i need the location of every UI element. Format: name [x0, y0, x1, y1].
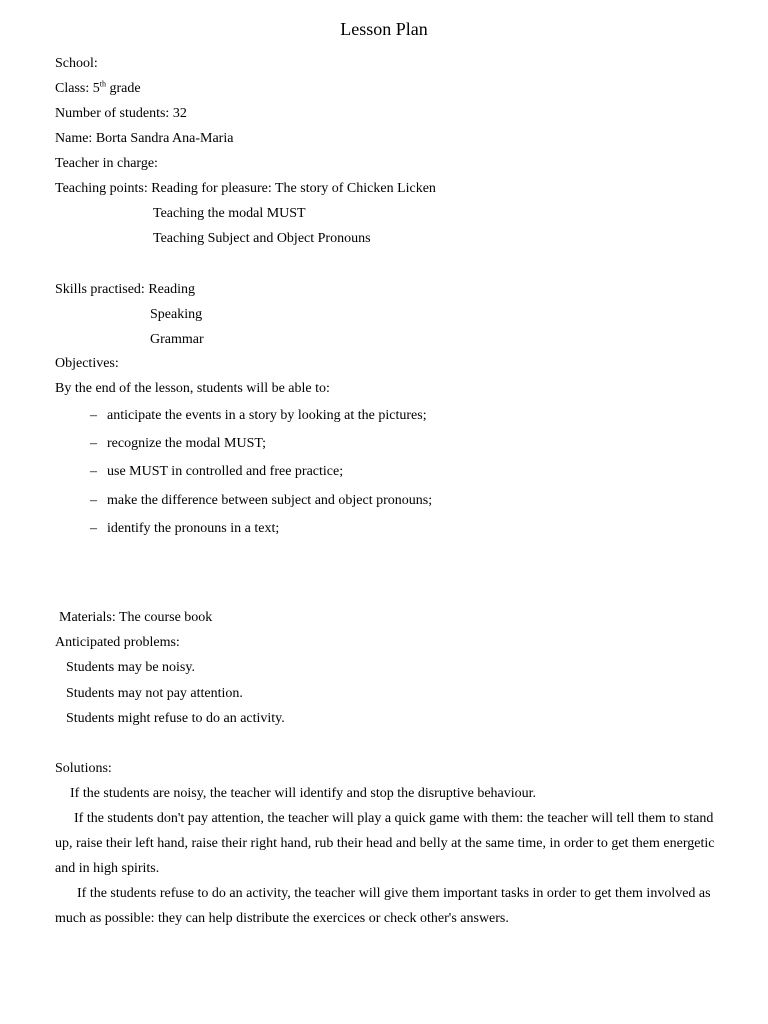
bullet-dash: – [90, 464, 97, 479]
teacher-line: Teacher in charge: [55, 156, 158, 171]
class-superscript: th [99, 79, 106, 89]
problems-label: Anticipated problems: [55, 635, 180, 650]
problem-item: Students may not pay attention. [66, 686, 243, 701]
teaching-point: Teaching the modal MUST [153, 206, 306, 221]
objective-text: identify the pronouns in a text; [107, 521, 280, 536]
solution-paragraph: If the students don't pay attention, the teacher will play a quick game with them: the teacher will tell them to stand up, raise their left hand, raise their right hand, rub their head and belly at the same time, in order to get them energetic and in high spirits. [55, 811, 715, 876]
class-label: Class: 5 [55, 81, 100, 96]
objective-text: use MUST in controlled and free practice; [107, 464, 344, 479]
skill-line: Grammar [150, 332, 204, 347]
students-line: Number of students: 32 [55, 106, 187, 121]
skill-line: Speaking [150, 307, 203, 322]
teaching-point: Teaching points: Reading for pleasure: The story of Chicken Licken [55, 181, 436, 196]
bullet-dash: – [90, 521, 97, 536]
skill-line: Skills practised: Reading [55, 282, 195, 297]
page-title: Lesson Plan [340, 19, 428, 39]
bullet-dash: – [90, 493, 97, 508]
objective-text: recognize the modal MUST; [107, 436, 267, 451]
objectives-intro: By the end of the lesson, students will be able to: [55, 381, 330, 396]
school-line: School: [55, 56, 98, 71]
list-item [90, 520, 279, 538]
class-grade: grade [105, 81, 141, 96]
solution-paragraph: If the students are noisy, the teacher will identify and stop the disruptive behaviour. [70, 786, 537, 801]
list-item [90, 463, 343, 481]
materials-line: Materials: The course book [59, 610, 213, 625]
bullet-dash: – [90, 436, 97, 451]
list-item [90, 435, 266, 453]
problem-item: Students might refuse to do an activity. [66, 711, 285, 726]
teaching-point: Teaching Subject and Object Pronouns [153, 231, 371, 246]
problem-item: Students may be noisy. [66, 660, 195, 675]
objectives-label: Objectives: [55, 356, 119, 371]
bullet-dash: – [90, 408, 97, 423]
name-line: Name: Borta Sandra Ana-Maria [55, 131, 234, 146]
list-item [90, 407, 427, 425]
class-line [55, 80, 141, 98]
solutions-label: Solutions: [55, 761, 112, 776]
solution-paragraph: If the students refuse to do an activity, the teacher will give them important tasks in order to get them involved as much as possible: they can help distribute the exercices or check other's answers. [55, 886, 711, 926]
objective-text: make the difference between subject and object pronouns; [107, 493, 433, 508]
list-item [90, 492, 432, 510]
objective-text: anticipate the events in a story by looking at the pictures; [107, 408, 427, 423]
